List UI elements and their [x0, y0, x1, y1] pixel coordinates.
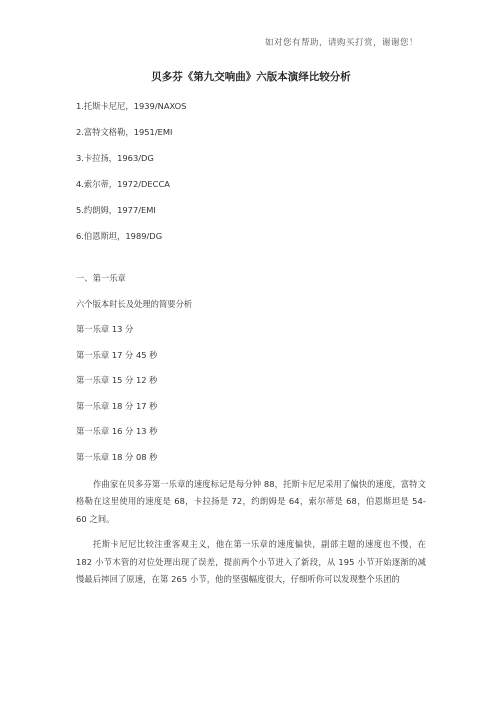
duration-item: 第一乐章 18 分 08 秒 [76, 451, 158, 462]
duration-item: 第一乐章 18 分 17 秒 [76, 400, 158, 411]
version-item: 5.约朗姆，1977/EMI [76, 205, 156, 215]
version-item: 3.卡拉扬，1963/DG [76, 153, 154, 163]
document-body [76, 69, 426, 596]
section-first-movement [76, 272, 426, 463]
version-item: 1.托斯卡尼尼，1939/NAXOS [76, 101, 187, 111]
version-item: 6.伯恩斯坦，1989/DG [76, 231, 163, 241]
duration-item: 第一乐章 13 分 [76, 324, 134, 334]
duration-item: 第一乐章 15 分 12 秒 [76, 375, 158, 385]
version-item: 2.富特文格勒，1951/EMI [76, 127, 173, 137]
section-heading: 一、第一乐章 [76, 273, 126, 283]
section-subheading: 六个版本时长及处理的简要分析 [76, 298, 193, 309]
version-item: 4.索尔蒂，1972/DECCA [76, 179, 170, 189]
spacer [76, 256, 426, 272]
version-list [76, 100, 426, 242]
header-watermark: 如对您有帮助，请购买打赏，谢谢您！ [264, 38, 418, 48]
duration-item: 第一乐章 17 分 45 秒 [76, 349, 158, 360]
body-paragraph: 作曲家在贝多芬第一乐章的速度标记是每分钟 88，托斯卡尼尼采用了偏快的速度，富特文格勒在这里使用的速度是 68，卡拉扬是 72，约朗姆是 64，索尔蒂是 68，伯恩斯坦是 54-60 之间。 [76, 479, 426, 524]
body-paragraph: 托斯卡尼尼比较注重客观主义，他在第一乐章的速度偏快，副部主题的速度也不慢，在 182 小节木管的对位处理出现了误差，提前两个小节进入了新段，从 195 小节开始逐渐的减慢最后摔回了原速，在第 265 小节，他的坚强幅度很大，仔细听你可以发现整个乐团的 [76, 539, 426, 585]
document-title: 贝多芬《第九交响曲》六版本演绎比较分析 [151, 71, 351, 83]
duration-item: 第一乐章 16 分 13 秒 [76, 426, 158, 436]
